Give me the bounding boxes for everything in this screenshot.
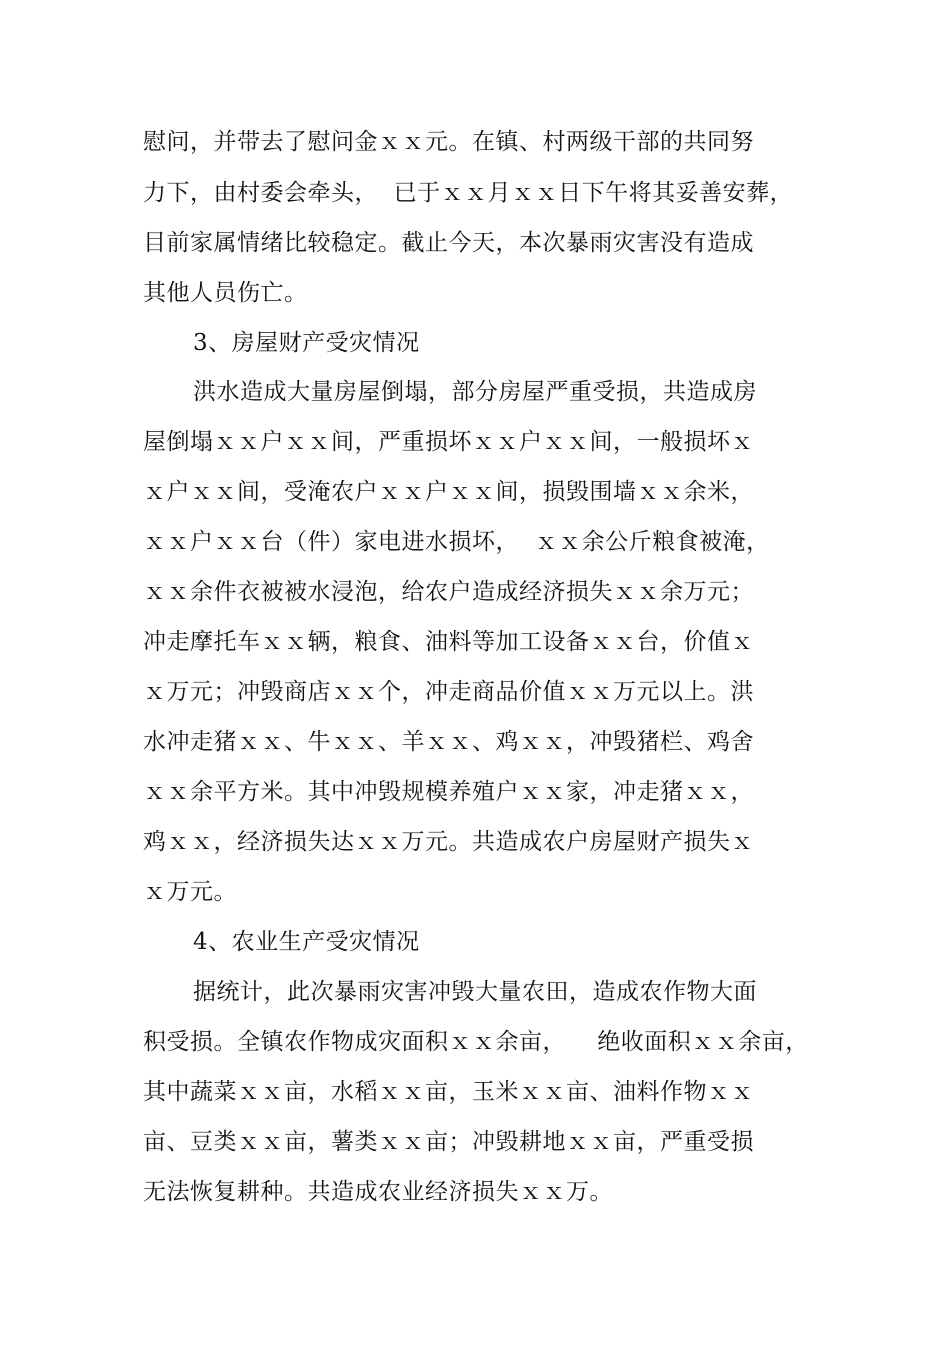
paragraph-line: 力下，由村委会牵头， 已于ｘｘ月ｘｘ日下午将其妥善安葬， xyxy=(143,180,794,206)
paragraph-line: ｘ户ｘｘ间，受淹农户ｘｘ户ｘｘ间，损毁围墙ｘｘ余米， xyxy=(143,479,754,505)
paragraph-line: 屋倒塌ｘｘ户ｘｘ间，严重损坏ｘｘ户ｘｘ间，一般损坏ｘ xyxy=(143,429,754,455)
paragraph-line: 慰问，并带去了慰问金ｘｘ元。在镇、村两级干部的共同努 xyxy=(143,129,754,155)
paragraph-line: 鸡ｘｘ，经济损失达ｘｘ万元。共造成农户房屋财产损失ｘ xyxy=(143,829,754,855)
paragraph-line: 洪水造成大量房屋倒塌，部分房屋严重受损，共造成房 xyxy=(193,379,757,405)
paragraph-line: 其中蔬菜ｘｘ亩，水稻ｘｘ亩，玉米ｘｘ亩、油料作物ｘｘ xyxy=(143,1079,754,1105)
paragraph-line: ｘ万元。 xyxy=(143,879,237,905)
paragraph-line: 目前家属情绪比较稳定。截止今天，本次暴雨灾害没有造成 xyxy=(143,230,754,256)
paragraph-line: 积受损。全镇农作物成灾面积ｘｘ余亩， 绝收面积ｘｘ余亩， xyxy=(143,1029,809,1055)
paragraph-line: ｘｘ余件衣被被水浸泡，给农户造成经济损失ｘｘ余万元； xyxy=(143,579,754,605)
section-heading-4: 4、农业生产受灾情况 xyxy=(193,929,420,955)
paragraph-line: ｘ万元；冲毁商店ｘｘ个，冲走商品价值ｘｘ万元以上。洪 xyxy=(143,679,754,705)
paragraph-line: 据统计，此次暴雨灾害冲毁大量农田，造成农作物大面 xyxy=(193,979,757,1005)
paragraph-line: 其他人员伤亡。 xyxy=(143,280,308,306)
paragraph-line: 水冲走猪ｘｘ、牛ｘｘ、羊ｘｘ、鸡ｘｘ，冲毁猪栏、鸡舍 xyxy=(143,729,754,755)
paragraph-line: 无法恢复耕种。共造成农业经济损失ｘｘ万。 xyxy=(143,1179,613,1205)
paragraph-line: 亩、豆类ｘｘ亩，薯类ｘｘ亩；冲毁耕地ｘｘ亩，严重受损 xyxy=(143,1129,754,1155)
section-heading-3: 3、房屋财产受灾情况 xyxy=(193,330,420,356)
paragraph-line: ｘｘ余平方米。其中冲毁规模养殖户ｘｘ家，冲走猪ｘｘ， xyxy=(143,779,754,805)
paragraph-line: 冲走摩托车ｘｘ辆，粮食、油料等加工设备ｘｘ台，价值ｘ xyxy=(143,629,754,655)
paragraph-line: ｘｘ户ｘｘ台（件）家电进水损坏， ｘｘ余公斤粮食被淹， xyxy=(143,529,770,555)
